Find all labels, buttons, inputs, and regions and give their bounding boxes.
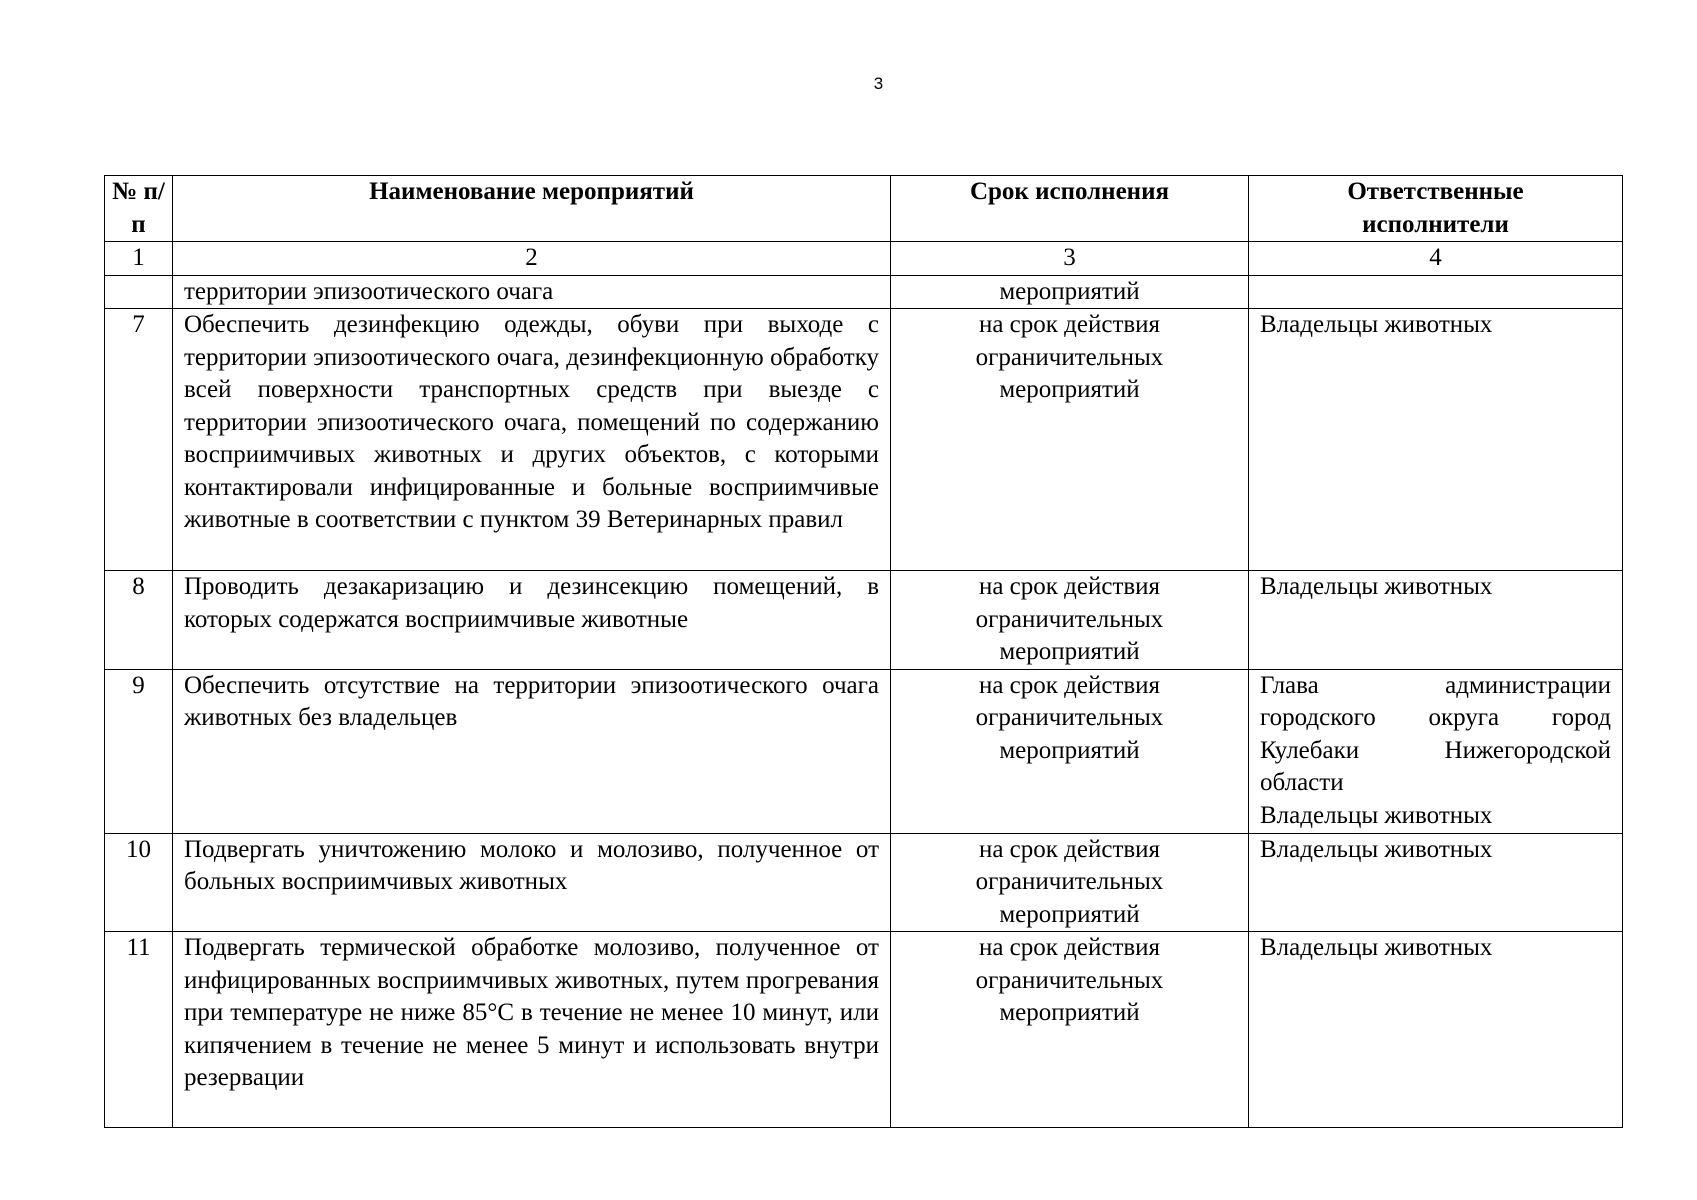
row-number: [105, 275, 173, 309]
row-term: на срок действия ограничительных мероприятий: [891, 309, 1249, 571]
table-row: [105, 833, 1623, 932]
row-responsible: [1249, 669, 1623, 833]
table-row: [105, 571, 1623, 670]
responsible-administration: Глава администрации городского округа город Кулебаки Нижегородской области: [1260, 671, 1611, 796]
responsible-owners: Владельцы животных: [1260, 801, 1493, 829]
row-term: на срок действия ограничительных мероприятий: [891, 669, 1249, 833]
row-number: 7: [105, 309, 173, 571]
row-action: территории эпизоотического очага: [173, 275, 891, 309]
row-action: Обеспечить дезинфекцию одежды, обуви при выходе с территории эпизоотического очага, дезинфекционную обработку всей поверхности транспортных средств при выезде с территории эпизоотического очага, помещений по содержанию восприимчивых животных и других объектов, с которыми контактировали инфицированные и больные восприимчивые животные в соответствии с пунктом 39 Ветеринарных правил: [173, 309, 891, 571]
row-number: 8: [105, 571, 173, 670]
row-number: 9: [105, 669, 173, 833]
header-action: Наименование мероприятий: [173, 176, 891, 242]
row-responsible: Владельцы животных: [1249, 833, 1623, 932]
column-number: 2: [173, 242, 891, 276]
table-header-row: [105, 176, 1623, 242]
row-action: Обеспечить отсутствие на территории эпизоотического очага животных без владельцев: [173, 669, 891, 833]
row-responsible: Владельцы животных: [1249, 309, 1623, 571]
row-action: Подвергать уничтожению молоко и молозиво, полученное от больных восприимчивых животных: [173, 833, 891, 932]
row-number: 10: [105, 833, 173, 932]
measures-table: [104, 175, 1623, 1128]
row-responsible: Владельцы животных: [1249, 932, 1623, 1128]
table-row: [105, 669, 1623, 833]
row-responsible: Владельцы животных: [1249, 571, 1623, 670]
row-term: мероприятий: [891, 275, 1249, 309]
row-term: на срок действия ограничительных мероприятий: [891, 932, 1249, 1128]
row-number: 11: [105, 932, 173, 1128]
header-number: № п/п: [105, 176, 173, 242]
table-row: [105, 932, 1623, 1128]
header-responsible: Ответственные исполнители: [1249, 176, 1623, 242]
row-term: на срок действия ограничительных мероприятий: [891, 571, 1249, 670]
column-numbers-row: [105, 242, 1623, 276]
table-row: [105, 309, 1623, 571]
row-action: Проводить дезакаризацию и дезинсекцию помещений, в которых содержатся восприимчивые животные: [173, 571, 891, 670]
row-term: на срок действия ограничительных мероприятий: [891, 833, 1249, 932]
row-action: Подвергать термической обработке молозиво, полученное от инфицированных восприимчивых животных, путем прогревания при температуре не ниже 85°С в течение не менее 10 минут, или кипячением в течение не менее 5 минут и использовать внутри резервации: [173, 932, 891, 1128]
column-number: 1: [105, 242, 173, 276]
table-row: [105, 275, 1623, 309]
header-term: Срок исполнения: [891, 176, 1249, 242]
column-number: 3: [891, 242, 1249, 276]
column-number: 4: [1249, 242, 1623, 276]
page-number: 3: [873, 74, 884, 93]
row-responsible: [1249, 275, 1623, 309]
